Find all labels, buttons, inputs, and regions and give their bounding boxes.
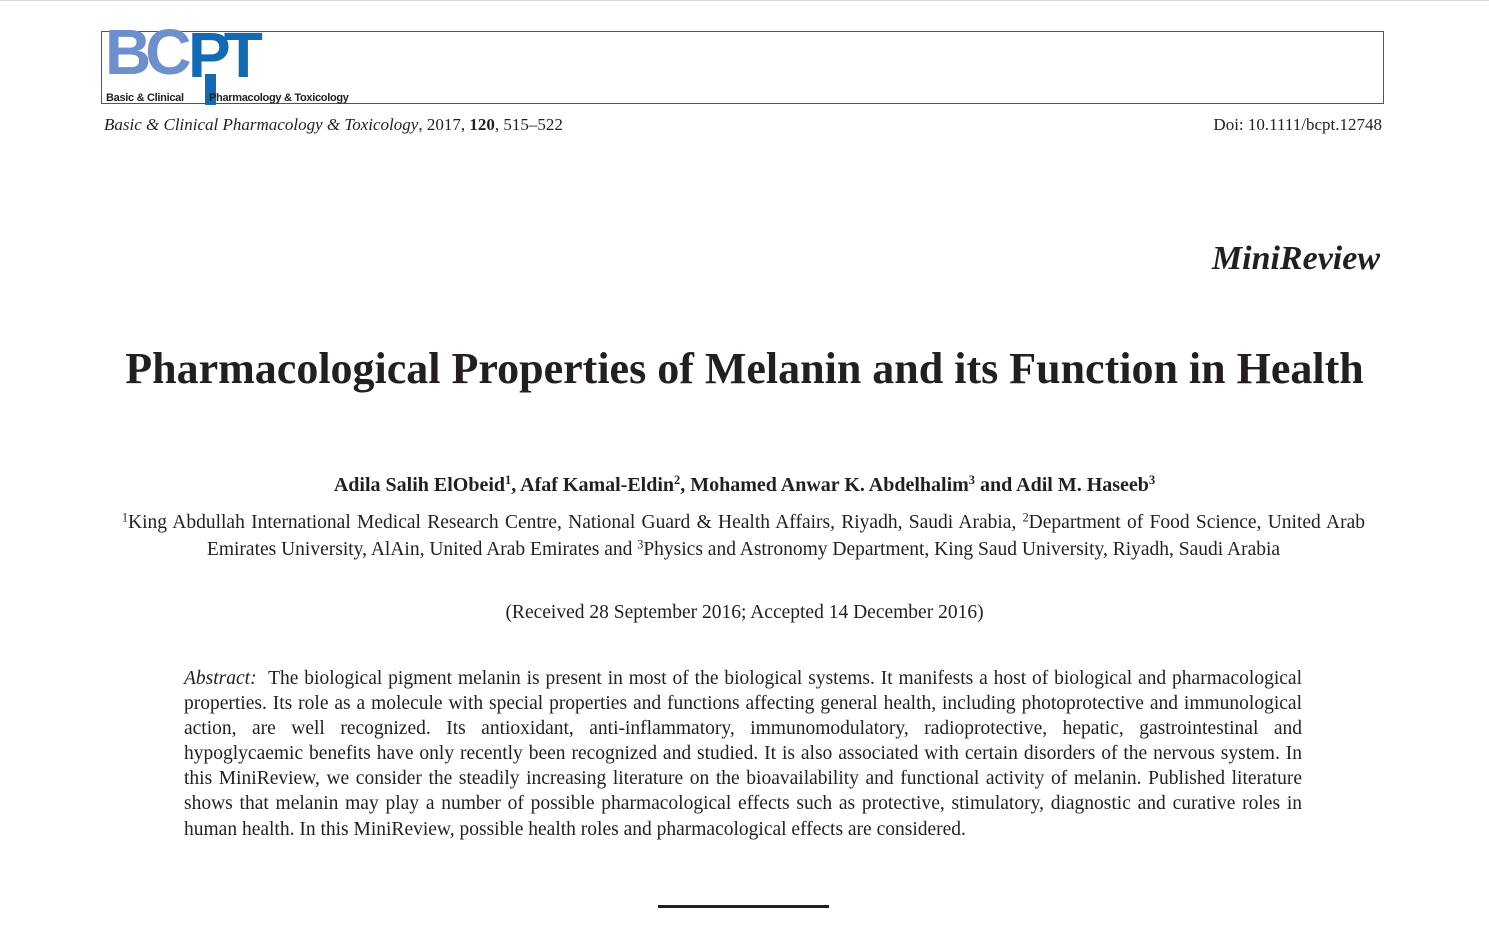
logo-letters-bc: BC [105,16,186,88]
affiliation-text: Physics and Astronomy Department, King Saud University, Riyadh, Saudi Arabia [643,539,1281,560]
citation-pages: , 515–522 [494,115,563,134]
journal-citation [104,115,563,135]
affiliation-text: Department of Food Science, United Arab Emirates University, AlAin, United Arab Emirates and [206,512,1365,560]
author-name[interactable]: Adila Salih ElObeid [333,474,506,496]
author-affiliation-sup: 3 [1148,473,1156,488]
abstract-text: The biological pigment melanin is present in most of the biological systems. It manifests a host of biological and pharmacological properties. Its role as a molecule with special properties and functions affecting general health, including photoprotective and immunological action, are well recognized. Its antioxidant, anti-inflammatory, immunomodulatory, radioprotective, hepatic, gastrointestinal and hypoglycaemic benefits have only recently been recognized and studied. It is also associated with certain disorders of the nervous system. In this MiniReview, we consider the steadily increasing literature on the bioavailability and functional activity of melanin. Published literature shows that melanin may play a number of possible pharmacological effects such as protective, stimulatory, diagnostic and curative roles in human health. In this MiniReview, possible health roles and pharmacological effects are considered. [184,668,1302,840]
author-name[interactable]: Adil M. Haseeb [1016,474,1149,496]
doi-link[interactable]: Doi: 10.1111/bcpt.12748 [1213,115,1382,134]
author-name[interactable]: Mohamed Anwar K. Abdelhalim [690,474,969,496]
author-affiliation-sup: 3 [968,473,975,488]
abstract-label: Abstract: [184,668,257,689]
logo-subtitle-left: Basic & Clinical [106,92,184,104]
affiliation-text: King Abdullah International Medical Research Centre, National Guard & Health Affairs, Riyadh, Saudi Arabia, [128,512,1023,533]
author-list [120,474,1369,497]
author-separator: , [511,474,521,496]
author-separator: and [975,474,1017,496]
affiliation-sup: 3 [637,537,644,552]
received-dates: (Received 28 September 2016; Accepted 14 December 2016) [505,602,984,623]
author-name[interactable]: Afaf Kamal-Eldin [520,474,675,496]
citation-year: , 2017, [418,115,470,134]
affiliation-sup: 2 [1022,510,1029,525]
journal-logo [105,16,365,104]
logo-subtitle-right: Pharmacology & Toxicology [209,92,349,104]
article-title: Pharmacological Properties of Melanin and its Function in Health [125,344,1364,393]
logo-letters-pt: PT [188,19,256,91]
abstract [184,666,1302,842]
journal-banner [101,16,1384,104]
page-top-rule [0,0,1489,1]
author-affiliation-sup: 2 [674,473,681,488]
affiliations [122,509,1365,563]
section-divider [658,905,829,908]
author-affiliation-sup: 1 [505,473,512,488]
journal-name: Basic & Clinical Pharmacology & Toxicology [104,115,419,134]
author-separator: , [680,474,691,496]
affiliation-sup: 1 [122,510,129,525]
citation-volume: 120 [469,115,495,134]
article-type: MiniReview [1211,240,1380,277]
